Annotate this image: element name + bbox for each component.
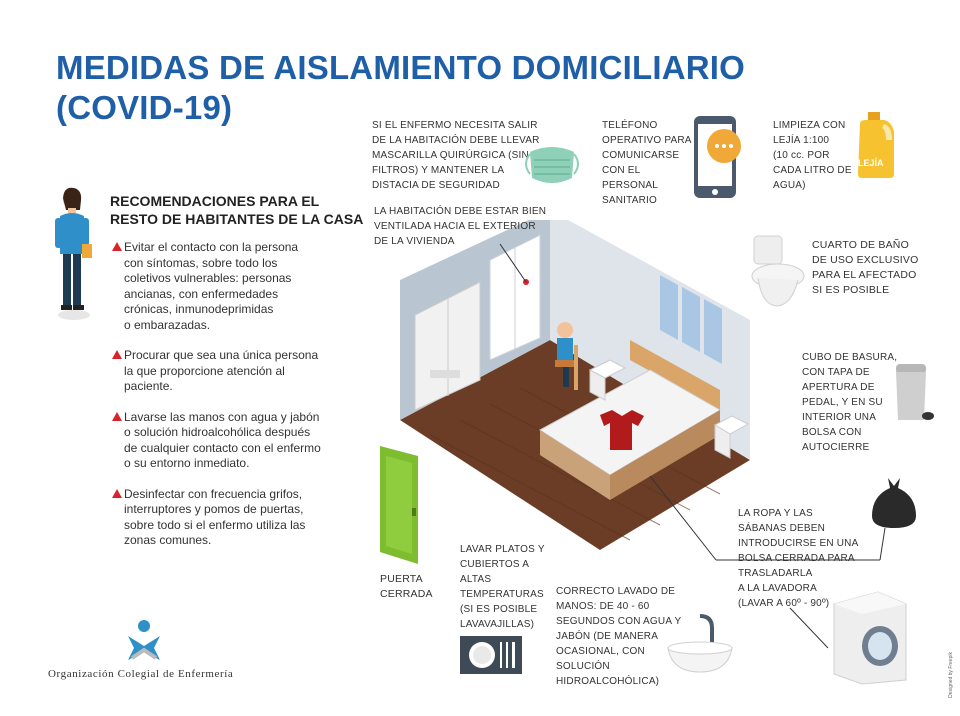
rec-line: coletivos vulnerables: personas	[124, 271, 292, 285]
caption-line: INTRODUCIRSE EN UNA	[738, 538, 859, 549]
caption-line: PARA EL AFECTADO	[812, 269, 917, 281]
rec-line: o solución hidroalcohólica después	[124, 425, 311, 439]
caption-line: BOLSA CERRADA PARA	[738, 553, 855, 564]
nursing-organization-logo	[124, 618, 164, 664]
rec-line: o su entorno inmediato.	[124, 456, 250, 470]
caption-line: DE LA HABITACIÓN DEBE LLEVAR	[372, 135, 540, 146]
caption-line: HIDROALCOHÓLICA)	[556, 676, 660, 687]
caption-trash	[802, 350, 897, 455]
caption-line: OPERATIVO PARA	[602, 135, 692, 146]
caption-line: SANITARIO	[602, 195, 657, 206]
caption-line: CERRADA	[380, 588, 433, 600]
side-credit: Designed by Freepik	[948, 652, 954, 698]
recommendations-heading-line-1: RECOMENDACIONES PARA EL	[110, 193, 320, 209]
caption-line: LAVAR PLATOS Y	[460, 544, 545, 555]
caption-line: OCASIONAL, CON	[556, 646, 645, 657]
caption-line: A LA LAVADORA	[738, 583, 817, 594]
rec-line: interruptores y pomos de puertas,	[124, 502, 304, 516]
rec-line: o embarazadas.	[124, 317, 211, 332]
caption-line: CON TAPA DE	[802, 367, 870, 378]
caption-line: DISTACIA DE SEGURIDAD	[372, 180, 500, 191]
caption-line: LEJÍA 1:100	[773, 135, 830, 146]
bleach-label: LEJÍA	[858, 158, 884, 168]
phone-icon	[690, 112, 748, 202]
trash-bin-icon	[888, 362, 938, 426]
caption-line: TELÉFONO	[602, 120, 658, 131]
recommendations-heading-line-2: RESTO DE HABITANTES DE LA CASA	[110, 211, 364, 227]
caption-line: APERTURA DE	[802, 382, 875, 393]
door-icon	[378, 444, 426, 566]
caption-line: LIMPIEZA CON	[773, 120, 846, 131]
rec-line: zonas comunes.	[124, 533, 212, 547]
rec-line: sobre todo si el enfermo utiliza las	[124, 517, 306, 532]
plate-cutlery-icon	[460, 636, 522, 674]
caption-line: LAVAVAJILLAS)	[460, 619, 535, 630]
rec-line: ancianas, con enfermedades	[124, 286, 279, 301]
caption-line: SI EL ENFERMO NECESITA SALIR	[372, 120, 538, 131]
caption-mask	[372, 118, 540, 193]
surgical-mask-icon	[522, 142, 584, 190]
caption-line: PEDAL, Y EN SU	[802, 397, 883, 408]
caption-line: CADA LITRO DE	[773, 165, 852, 176]
caption-line: AUTOCIERRE	[802, 442, 870, 453]
caption-line: DE USO EXCLUSIVO	[812, 254, 919, 266]
washing-machine-icon	[830, 590, 910, 686]
caption-hands	[556, 584, 681, 689]
caption-phone	[602, 118, 692, 208]
rec-line: Procurar que sea una única persona	[124, 348, 319, 362]
caption-line: LA ROPA Y LAS	[738, 508, 813, 519]
caption-line: (LAVAR A 60º - 90º)	[738, 598, 830, 609]
caption-line: SOLUCIÓN	[556, 661, 610, 672]
caption-line: PUERTA	[380, 573, 423, 585]
caption-line: MANOS: DE 40 - 60	[556, 601, 650, 612]
caption-line: (10 cc. POR	[773, 150, 830, 161]
caption-line: MASCARILLA QUIRÚRGICA (SIN	[372, 150, 529, 161]
caption-line: DE LA VIVIENDA	[374, 236, 455, 247]
title-line-1: MEDIDAS DE AISLAMIENTO DOMICILIARIO	[56, 49, 746, 86]
caption-line: JABÓN (DE MANERA	[556, 631, 659, 642]
trash-bag-icon	[866, 476, 922, 530]
rec-line: Desinfectar con frecuencia grifos,	[124, 486, 303, 501]
caption-ventilation	[374, 204, 546, 249]
caption-line: BOLSA CON	[802, 427, 862, 438]
caption-door	[380, 572, 433, 602]
caption-line: CON EL	[602, 165, 641, 176]
rec-line: paciente.	[124, 379, 173, 393]
caption-line: AGUA)	[773, 180, 806, 191]
rec-line: crónicas, inmunodeprimidas	[124, 302, 274, 316]
caption-line: CUBIERTOS A	[460, 559, 530, 570]
caption-line: SEGUNDOS CON AGUA Y	[556, 616, 682, 627]
caption-line: ALTAS	[460, 574, 492, 585]
caption-line: TEMPERATURAS	[460, 589, 544, 600]
caption-dishes	[460, 542, 545, 632]
rec-line: Evitar el contacto con la persona	[124, 240, 299, 254]
caption-bleach	[773, 118, 852, 193]
rec-line: Lavarse las manos con agua y jabón	[124, 409, 320, 424]
caption-line: INTERIOR UNA	[802, 412, 877, 423]
title-line-2: (COVID-19)	[56, 89, 233, 126]
toilet-icon	[748, 232, 808, 312]
caption-line: CUBO DE BASURA,	[802, 352, 898, 363]
rec-line: la que proporcione atención al	[124, 363, 285, 378]
caption-line: PERSONAL	[602, 180, 659, 191]
caption-bathroom	[812, 238, 918, 298]
caption-line: VENTILADA HACIA EL EXTERIOR	[374, 221, 536, 232]
caption-line: CUARTO DE BAÑO	[812, 239, 909, 251]
bleach-bottle-icon	[852, 110, 900, 180]
organization-name: Organización Colegial de Enfermería	[48, 668, 234, 680]
caption-line: LA HABITACIÓN DEBE ESTAR BIEN	[374, 206, 547, 217]
caption-line: (SI ES POSIBLE	[460, 604, 538, 615]
caption-line: CORRECTO LAVADO DE	[556, 586, 676, 597]
caption-line: FILTROS) Y MANTENER LA	[372, 165, 505, 176]
rec-line: de cualquier contacto con el enfermo	[124, 440, 321, 455]
caption-line: TRASLADARLA	[738, 568, 813, 579]
caption-line: COMUNICARSE	[602, 150, 680, 161]
sink-icon	[664, 612, 736, 676]
rec-line: con síntomas, sobre todo los	[124, 255, 278, 270]
caption-line: SI ES POSIBLE	[812, 284, 890, 296]
caption-line: SÁBANAS DEBEN	[738, 523, 826, 534]
